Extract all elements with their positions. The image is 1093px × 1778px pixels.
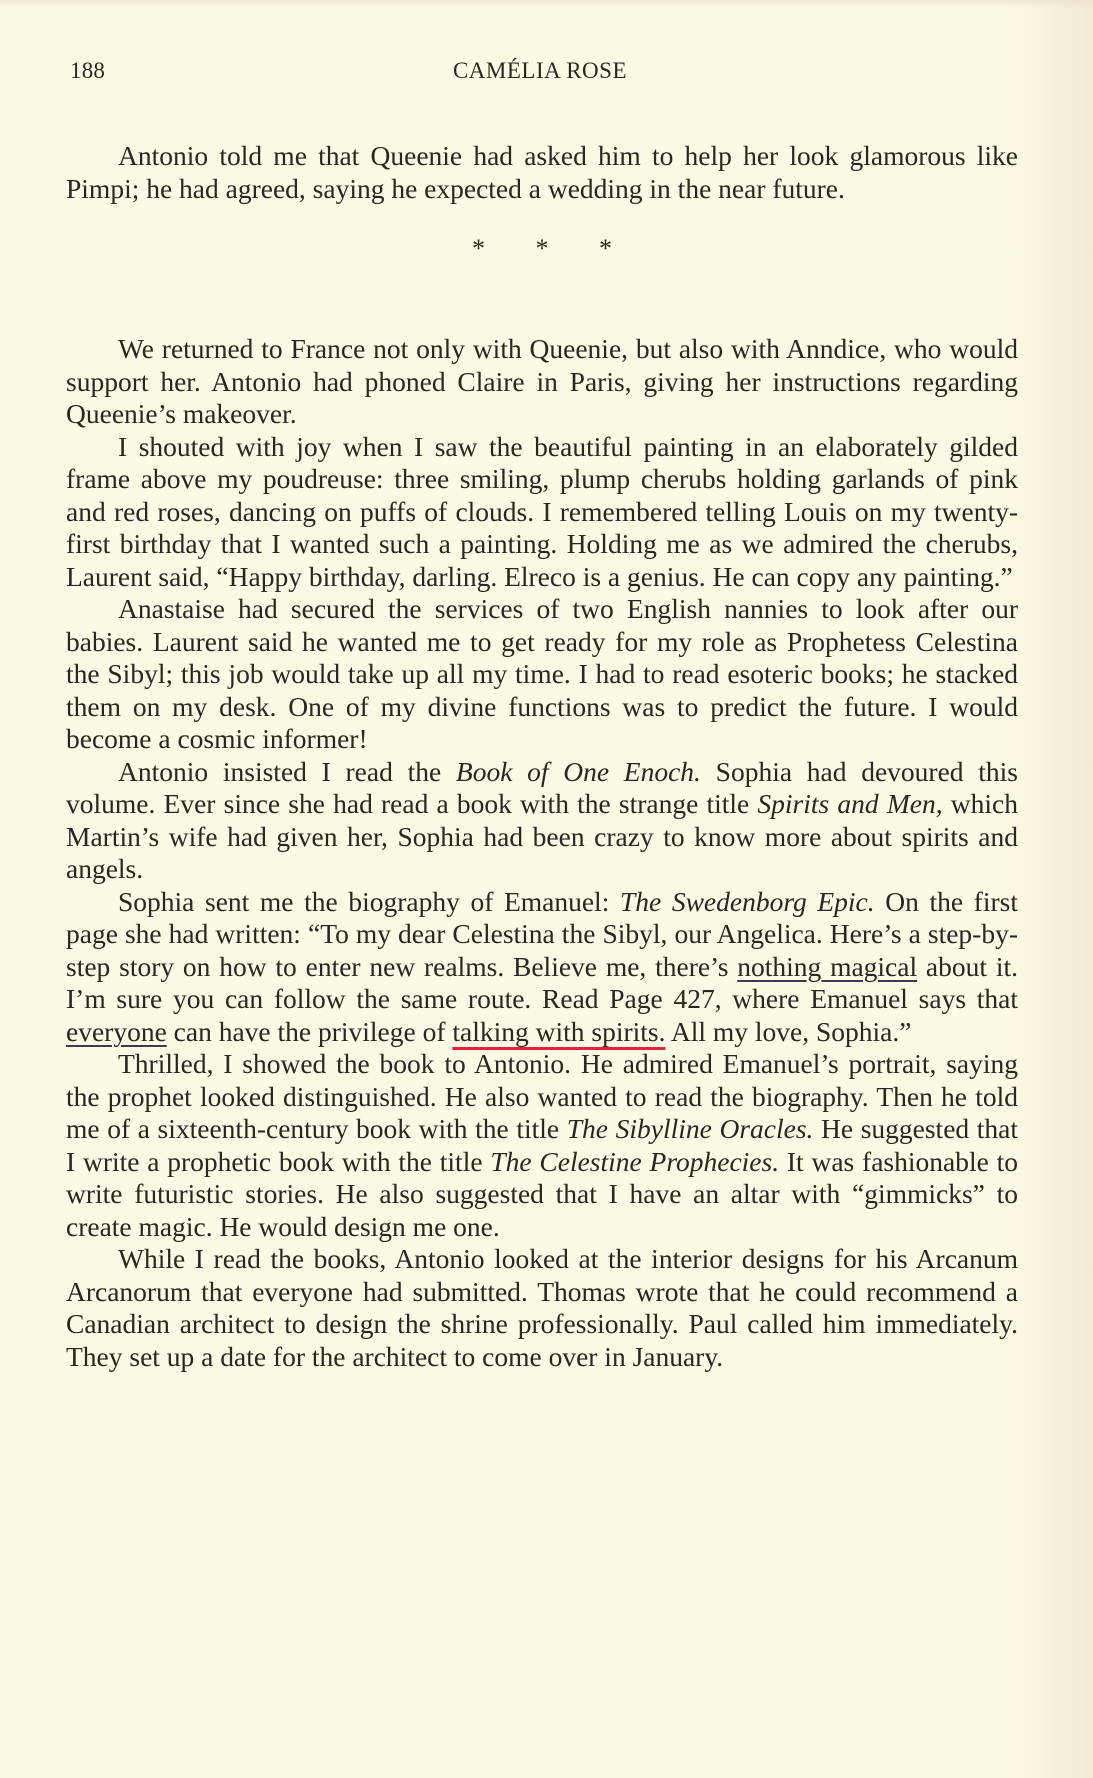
paragraph-7-text-a: Thrilled, I showed the book to Antonio. He admired Emanuel’s portrait, saying the prophet looked distinguished. He also wanted to read the biography. Then he told me of a sixteenth-century book with the title (66, 1048, 1018, 1144)
pen-underline-nothing-magical: nothing magical (737, 950, 918, 982)
paragraph-6-text-c: about it. I’m sure you can follow the same route. Read Page 427, where Emanuel says that (66, 950, 1018, 1014)
book-title-sibylline-oracles: The Sibylline Oracles. (566, 1113, 814, 1144)
paragraph-2: We returned to France not only with Queenie, but also with Anndice, who would support her. Antonio had phoned Claire in Paris, giving her instructions regarding Queenie’s makeover. (66, 333, 1018, 429)
pen-underline-everyone: everyone (66, 1015, 167, 1047)
paragraph-5-text-b: Sophia had devoured this volume. Ever since she had read a book with the strange title (66, 755, 1018, 819)
paragraph-8: While I read the books, Antonio looked at the interior designs for his Arcanum Arcanorum that everyone had submitted. Thomas wrote that he could recommend a Canadian architect to design the shrine professionally. Paul called him immediately. They set up a date for the architect to come over in January. (66, 1243, 1018, 1372)
red-underline-talking-with-spirits: talking with spirits. (452, 1015, 666, 1047)
paragraph-7-text-b: He suggested that I write a prophetic book with the title (66, 1113, 1018, 1177)
book-title-celestine-prophecies: The Celestine Prophecies. (490, 1145, 780, 1177)
book-title-spirits-and-men: Spirits and Men, (757, 788, 943, 819)
book-title-header: CAMÉLIA ROSE (452, 58, 628, 83)
paragraph-3: I shouted with joy when I saw the beautiful painting in an elaborately gilded frame above my poudreuse: three smiling, plump cherubs holding garlands of pink and red roses, dancing on puffs of clouds. I remembered telling Louis on my twenty-first birthday that I wanted such a painting. Holding me as we admired the cherubs, Laurent said, “Happy birthday, darling. Elreco is a genius. He can copy any painting.” (66, 430, 1018, 592)
paragraph-7 (66, 1048, 1018, 1243)
paragraph-1: Antonio told me that Queenie had asked him to help her look glamorous like Pimpi; he had agreed, saying he expected a wedding in the near future. (66, 140, 1018, 204)
running-header (70, 58, 1010, 90)
paragraph-7-text-c: It was fashionable to write futuristic stories. He also suggested that I have an altar with “gimmicks” to create magic. He would design me one. (66, 1145, 1018, 1242)
paragraph-6-text-a: Sophia sent me the biography of Emanuel: (118, 885, 620, 917)
paragraph-6 (66, 886, 1018, 1049)
body-text (66, 140, 1018, 1373)
book-title-swedenborg-epic: The Swedenborg Epic. (619, 885, 875, 917)
paragraph-5-text-a: Antonio insisted I read the (118, 755, 456, 787)
paragraph-4: Anastaise had secured the services of two English nannies to look after our babies. Laurent said he wanted me to get ready for my role as Prophetess Celestina the Sibyl; this job would take up all my time. I had to read esoteric books; he stacked them on my desk. One of my divine functions was to predict the future. I would become a cosmic informer! (66, 593, 1018, 754)
paragraph-6-text-b: On the first page she had written: “To my dear Celestina the Sibyl, our Angelica. Here’s a step-by-step story on how to enter new realms. Believe me, there’s (66, 885, 1018, 982)
book-title-enoch: Book of One Enoch. (455, 755, 701, 787)
paragraph-5-text-c: which Martin’s wife had given her, Sophia had been crazy to know more about spirits and angels. (66, 788, 1018, 884)
page-number: 188 (70, 58, 106, 83)
paragraph-6-text-e: All my love, Sophia.” (665, 1015, 912, 1047)
paragraph-5 (66, 756, 1018, 886)
scene-break-asterisks: * * * (472, 234, 634, 263)
scene-break (66, 205, 1018, 333)
paragraph-6-text-d: can have the privilege of (166, 1015, 453, 1047)
